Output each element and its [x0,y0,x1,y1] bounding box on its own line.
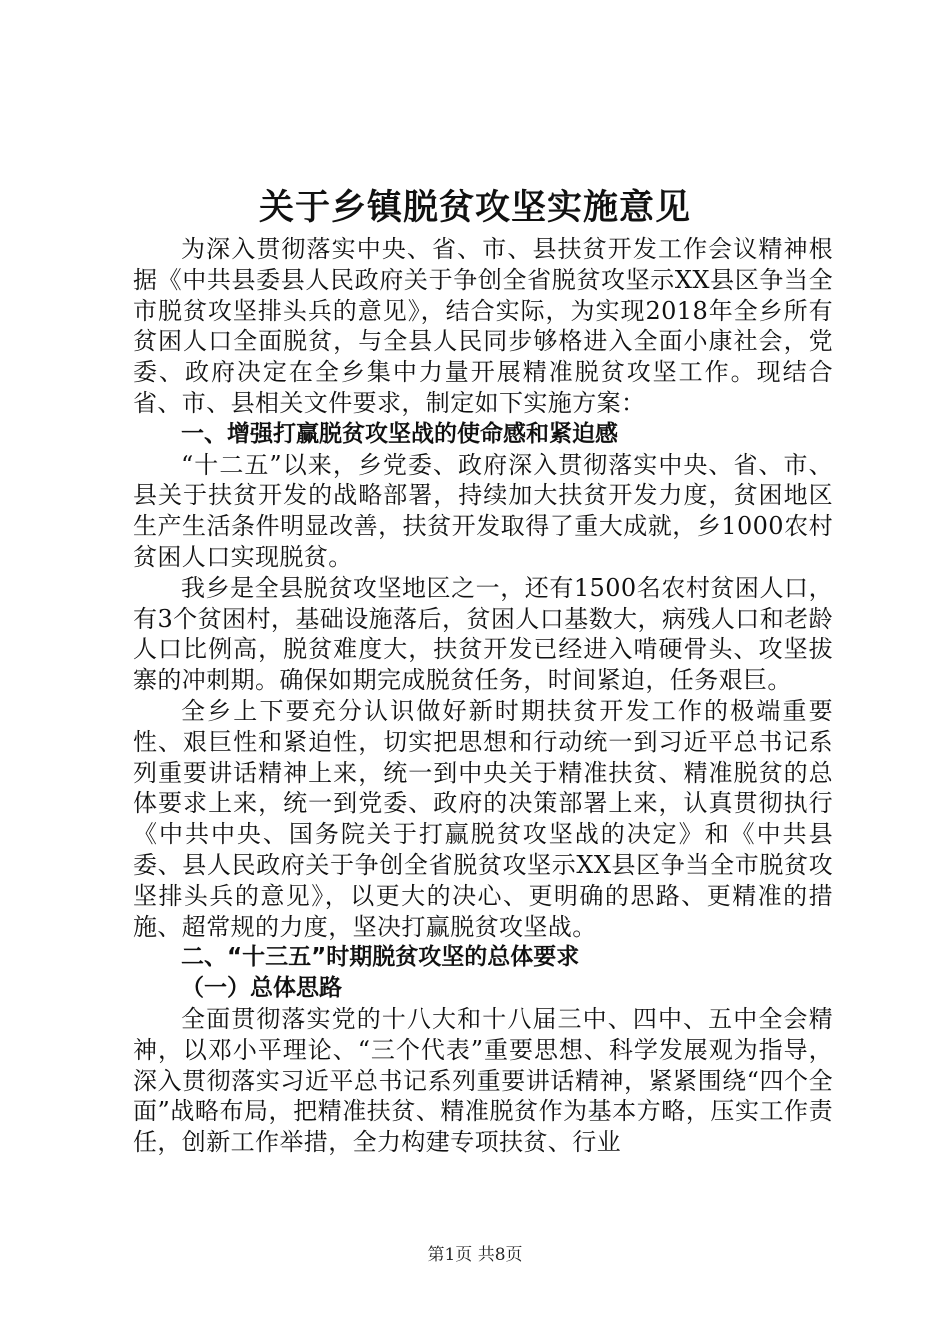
page-number: 第1页 [427,1245,473,1265]
section-1-paragraph-3: 全乡上下要充分认识做好新时期扶贫开发工作的极端重要性、艰巨性和紧迫性，切实把思想和行动统一到习近平总书记系列重要讲话精神上来，统一到中央关于精准扶贫、精准脱贫的总体要求上来，统一到党委、政府的决策部署上来，认真贯彻执行《中共中央、国务院关于打赢脱贫攻坚战的决定》和《中共县委、县人民政府关于争创全省脱贫攻坚示XX县区争当全市脱贫攻坚排头兵的意见》，以更大的决心、更明确的思路、更精准的措施、超常规的力度，坚决打赢脱贫攻坚战。 [133,696,833,941]
section-heading-1: 一、增强打赢脱贫攻坚战的使命感和紧迫感 [181,420,618,447]
section-heading-2: 二、“十三五”时期脱贫攻坚的总体要求 [181,944,580,971]
subsection-1-paragraph: 全面贯彻落实党的十八大和十八届三中、四中、五中全会精神，以邓小平理论、“三个代表”重要思想、科学发展观为指导，深入贯彻落实习近平总书记系列重要讲话精神，紧紧围绕“四个全面”战略布局，把精准扶贫、精准脱贫作为基本方略，压实工作责任，创新工作举措，全力构建专项扶贫、行业 [133,1004,833,1157]
subsection-heading-1: （一）总体思路 [181,975,342,1002]
section-1-paragraph-2: 我乡是全县脱贫攻坚地区之一，还有1500名农村贫困人口，有3个贫困村，基础设施落后，贫困人口基数大，病残人口和老龄人口比例高，脱贫难度大，扶贫开发已经进入啃硬骨头、攻坚拔寨的冲刺期。确保如期完成脱贫任务，时间紧迫，任务艰巨。 [133,573,833,695]
intro-paragraph: 为深入贯彻落实中央、省、市、县扶贫开发工作会议精神根据《中共县委县人民政府关于争创全省脱贫攻坚示XX县区争当全市脱贫攻坚排头兵的意见》，结合实际，为实现2018年全乡所有贫困人口全面脱贫，与全县人民同步够格进入全面小康社会，党委、政府决定在全乡集中力量开展精准脱贫攻坚工作。现结合省、市、县相关文件要求，制定如下实施方案： [133,235,833,417]
page-footer [0,1243,950,1267]
document-title: 关于乡镇脱贫攻坚实施意见 [258,188,691,228]
page-total: 共8页 [477,1245,523,1265]
section-1-paragraph-1: “十二五”以来，乡党委、政府深入贯彻落实中央、省、市、县关于扶贫开发的战略部署，持续加大扶贫开发力度，贫困地区生产生活条件明显改善，扶贫开发取得了重大成就，乡1000农村贫困人口实现脱贫。 [133,450,833,571]
document-body [133,234,833,1158]
